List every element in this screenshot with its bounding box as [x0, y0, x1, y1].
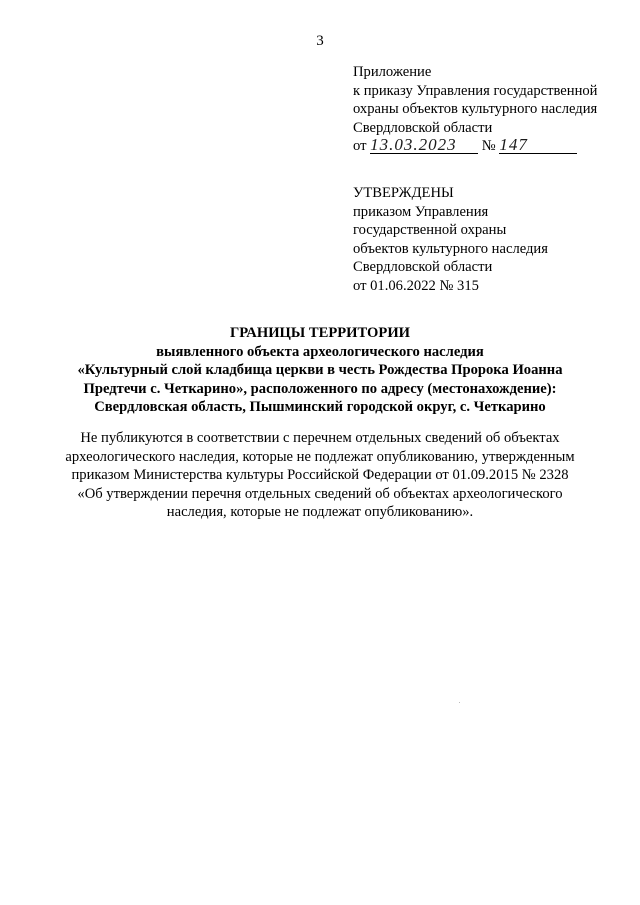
title-line: Свердловская область, Пышминский городской округ, с. Четкарино [94, 399, 546, 415]
date-field [370, 135, 478, 154]
approved-line: от 01.06.2022 № 315 [353, 277, 479, 294]
approved-heading: УТВЕРЖДЕНЫ [353, 185, 454, 201]
appendix-line: к приказу Управления государственной [353, 82, 598, 99]
publication-note [0, 429, 640, 522]
page-number: 3 [316, 33, 324, 49]
note-line: археологического наследия, которые не подлежат опубликованию, утвержденным [65, 448, 575, 465]
approved-block [353, 184, 548, 295]
note-line: Не публикуются в соответствии с перечнем отдельных сведений об объектах [80, 430, 560, 446]
appendix-line: Приложение [353, 64, 432, 80]
title-line: Предтечи с. Четкарино», расположенного по адресу (местонахождение): [83, 380, 557, 397]
title-line: выявленного объекта археологического наследия [156, 343, 484, 360]
appendix-line: Свердловской области [353, 119, 493, 136]
appendix-block [353, 63, 598, 156]
approved-line: объектов культурного наследия [353, 240, 548, 257]
handwritten-number: 147 [499, 135, 528, 154]
number-field [499, 135, 577, 154]
title-line: ГРАНИЦЫ ТЕРРИТОРИИ [229, 325, 411, 341]
scan-speck [459, 702, 460, 703]
appendix-date-line [353, 137, 598, 156]
note-line: «Об утверждении перечня отдельных сведений об объектах археологического [77, 485, 563, 502]
date-prefix: от [353, 138, 367, 154]
title-line: «Культурный слой кладбища церкви в честь Рождества Пророка Иоанна [77, 362, 563, 378]
document-title [0, 324, 640, 417]
appendix-line: охраны объектов культурного наследия [353, 101, 598, 117]
note-line: наследия, которые не подлежат опубликованию». [166, 504, 474, 520]
handwritten-date: 13.03.2023 [370, 135, 457, 154]
approved-line: Свердловской области [353, 259, 493, 275]
approved-line: приказом Управления [353, 203, 489, 220]
approved-line: государственной охраны [353, 222, 507, 238]
number-sign: № [481, 138, 496, 154]
note-line: приказом Министерства культуры Российской Федерации от 01.09.2015 № 2328 [71, 467, 569, 483]
